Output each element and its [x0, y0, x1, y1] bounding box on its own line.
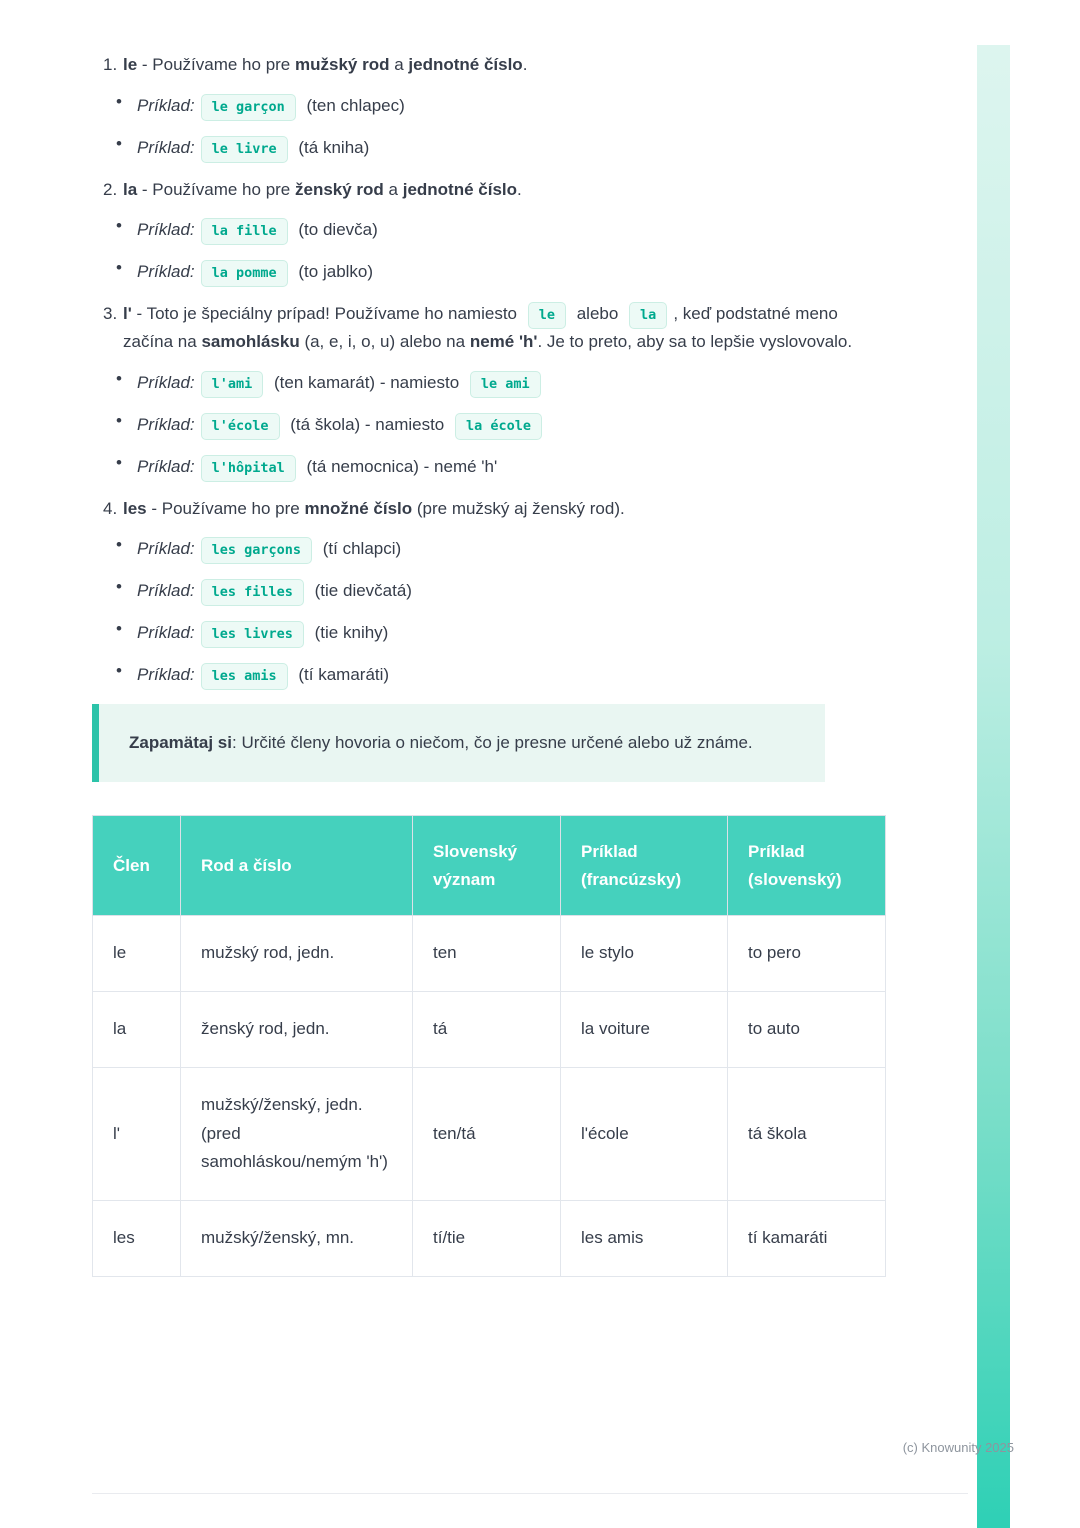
inline-code-badge: le livre: [201, 136, 288, 163]
example-content: [137, 134, 885, 163]
page-divider: [92, 1493, 968, 1494]
table-cell: tá škola: [728, 1067, 886, 1201]
example-label: Príklad:: [137, 665, 195, 685]
text-run: , keď podstatné meno začína na: [123, 304, 838, 352]
inline-code-badge: le ami: [470, 371, 541, 398]
example-list: [116, 216, 885, 287]
table-cell: les amis: [561, 1201, 728, 1277]
example-label: Príklad:: [137, 581, 195, 601]
table-cell: mužský/ženský, mn.: [181, 1201, 413, 1277]
decorative-gradient-bar: [977, 45, 1010, 1528]
inline-code-badge: la: [629, 302, 667, 329]
example-content: [137, 411, 885, 440]
example-content: [137, 453, 885, 482]
example-label: Príklad:: [137, 262, 195, 282]
example-content: [137, 619, 885, 648]
text-run: alebo: [572, 304, 624, 324]
list-item-head: [103, 496, 885, 523]
text-run: - Používame ho pre: [146, 498, 305, 518]
example-content: [137, 535, 885, 564]
bold-text: nemé 'h': [469, 332, 538, 352]
text-run: - Používame ho pre: [137, 55, 295, 74]
article-list: [103, 52, 885, 690]
example-content: [137, 92, 885, 121]
list-item: [103, 52, 885, 163]
bold-text: jednotné číslo: [408, 55, 523, 74]
example-item: [116, 258, 885, 287]
table-cell: l': [93, 1067, 181, 1201]
bullet-icon: •: [116, 368, 122, 388]
example-label: Príklad:: [137, 456, 195, 476]
bold-text: Zapamätaj si: [129, 732, 232, 752]
inline-code-badge: les amis: [201, 663, 288, 690]
bullet-icon: •: [116, 258, 122, 278]
text-run: : Určité členy hovoria o niečom, čo je presne určené alebo už známe.: [232, 732, 753, 752]
copyright-footer: (c) Knowunity 2025: [902, 1440, 1014, 1455]
callout: [92, 704, 825, 783]
list-number: 1.: [103, 55, 118, 74]
table-cell: ženský rod, jedn.: [181, 991, 413, 1067]
callout-text: [129, 729, 795, 758]
table-cell: l'école: [561, 1067, 728, 1201]
table-cell: la voiture: [561, 991, 728, 1067]
text-run: (tí chlapci): [318, 539, 402, 559]
example-label: Príklad:: [137, 623, 195, 643]
inline-code-badge: les garçons: [201, 537, 312, 564]
table-cell: ten/tá: [413, 1067, 561, 1201]
table-cell: le stylo: [561, 915, 728, 991]
bullet-icon: •: [116, 216, 122, 236]
inline-code-badge: l'école: [201, 413, 280, 440]
example-item: [116, 661, 885, 690]
grammar-table-head: [93, 816, 886, 915]
table-cell: mužský/ženský, jedn. (pred samohláskou/nemým 'h'): [181, 1067, 413, 1201]
table-cell: tí/tie: [413, 1201, 561, 1277]
bold-text: l': [123, 304, 132, 324]
bullet-icon: •: [116, 452, 122, 472]
column-header: Rod a číslo: [181, 816, 413, 915]
bold-text: jednotné číslo: [402, 179, 518, 199]
example-list: [116, 535, 885, 690]
text-run: .: [517, 179, 522, 199]
list-number: 2.: [103, 179, 118, 199]
inline-code-badge: la école: [455, 413, 542, 440]
bold-text: la: [123, 179, 138, 199]
bullet-icon: •: [116, 410, 122, 430]
list-item: [103, 496, 885, 690]
table-row: [93, 915, 886, 991]
text-run: (ten chlapec): [301, 95, 405, 115]
text-run: .: [522, 55, 528, 74]
column-header: Príklad (slovenský): [728, 816, 886, 915]
text-run: (a, e, i, o, u) alebo na: [299, 332, 470, 352]
text-run: (pre mužský aj ženský rod).: [412, 498, 625, 518]
inline-code-badge: la fille: [201, 218, 288, 245]
example-item: [116, 411, 885, 440]
text-run: (tie knihy): [309, 623, 389, 643]
column-header: Príklad (francúzsky): [561, 816, 728, 915]
list-item-text: [123, 496, 885, 523]
list-item-head: [103, 52, 885, 79]
table-cell: to auto: [728, 991, 886, 1067]
text-run: - Toto je špeciálny prípad! Používame ho namiesto: [131, 304, 522, 324]
example-label: Príklad:: [137, 414, 195, 434]
list-item: [103, 177, 885, 288]
list-item-text: [123, 52, 885, 79]
text-run: (tá nemocnica) - nemé 'h': [301, 456, 498, 476]
list-number: 4.: [103, 498, 118, 518]
table-cell: to pero: [728, 915, 886, 991]
example-list: [116, 92, 885, 163]
bullet-icon: •: [116, 133, 122, 153]
table-row: [93, 1067, 886, 1201]
text-run: (tá kniha): [293, 137, 370, 157]
bullet-icon: •: [116, 535, 122, 555]
list-item-head: [103, 177, 885, 204]
inline-code-badge: les filles: [201, 579, 304, 606]
grammar-table-body: [93, 915, 886, 1276]
bullet-icon: •: [116, 577, 122, 597]
table-cell: les: [93, 1201, 181, 1277]
text-run: (ten kamarát) - namiesto: [269, 372, 464, 392]
text-run: a: [383, 179, 403, 199]
bold-text: les: [123, 498, 147, 518]
example-item: [116, 134, 885, 163]
example-label: Príklad:: [137, 137, 195, 157]
table-cell: le: [93, 915, 181, 991]
inline-code-badge: le: [528, 302, 566, 329]
text-run: a: [389, 55, 409, 74]
example-content: [137, 216, 885, 245]
list-item-text: [123, 177, 885, 204]
inline-code-badge: l'ami: [201, 371, 264, 398]
bullet-icon: •: [116, 661, 122, 681]
table-cell: la: [93, 991, 181, 1067]
list-number: 3.: [103, 304, 118, 324]
text-run: (to dievča): [293, 220, 378, 240]
example-label: Príklad:: [137, 372, 195, 392]
table-row: [93, 1201, 886, 1277]
table-cell: mužský rod, jedn.: [181, 915, 413, 991]
example-item: [116, 577, 885, 606]
example-item: [116, 453, 885, 482]
column-header: Slovenský význam: [413, 816, 561, 915]
inline-code-badge: la pomme: [201, 260, 288, 287]
text-run: (tá škola) - namiesto: [285, 414, 449, 434]
table-row: [93, 991, 886, 1067]
grammar-table-head-row: [93, 816, 886, 915]
table-cell: ten: [413, 915, 561, 991]
column-header: Člen: [93, 816, 181, 915]
list-item-text: [123, 301, 885, 356]
example-label: Príklad:: [137, 539, 195, 559]
list-item: [103, 301, 885, 481]
example-item: [116, 216, 885, 245]
text-run: (tí kamaráti): [293, 665, 390, 685]
bold-text: množné číslo: [304, 498, 413, 518]
bold-text: ženský rod: [295, 179, 384, 199]
example-content: [137, 661, 885, 690]
bold-text: le: [123, 55, 138, 74]
table-cell: tá: [413, 991, 561, 1067]
example-label: Príklad:: [137, 95, 195, 115]
example-item: [116, 369, 885, 398]
example-item: [116, 619, 885, 648]
text-run: - Používame ho pre: [137, 179, 295, 199]
inline-code-badge: les livres: [201, 621, 304, 648]
inline-code-badge: le garçon: [201, 94, 296, 121]
bold-text: mužský rod: [295, 55, 390, 74]
example-item: [116, 92, 885, 121]
grammar-table: [92, 815, 886, 1277]
example-content: [137, 258, 885, 287]
inline-code-badge: l'hôpital: [201, 455, 296, 482]
text-run: (tie dievčatá): [309, 581, 412, 601]
example-content: [137, 369, 885, 398]
text-run: (to jablko): [293, 262, 374, 282]
bold-text: samohlásku: [201, 332, 300, 352]
example-content: [137, 577, 885, 606]
example-label: Príklad:: [137, 220, 195, 240]
table-cell: tí kamaráti: [728, 1201, 886, 1277]
bullet-icon: •: [116, 91, 122, 111]
bullet-icon: •: [116, 619, 122, 639]
example-item: [116, 535, 885, 564]
list-item-head: [103, 301, 885, 356]
example-list: [116, 369, 885, 482]
text-run: . Je to preto, aby sa to lepšie vyslovovalo.: [537, 332, 853, 352]
document-content: [92, 52, 885, 1277]
